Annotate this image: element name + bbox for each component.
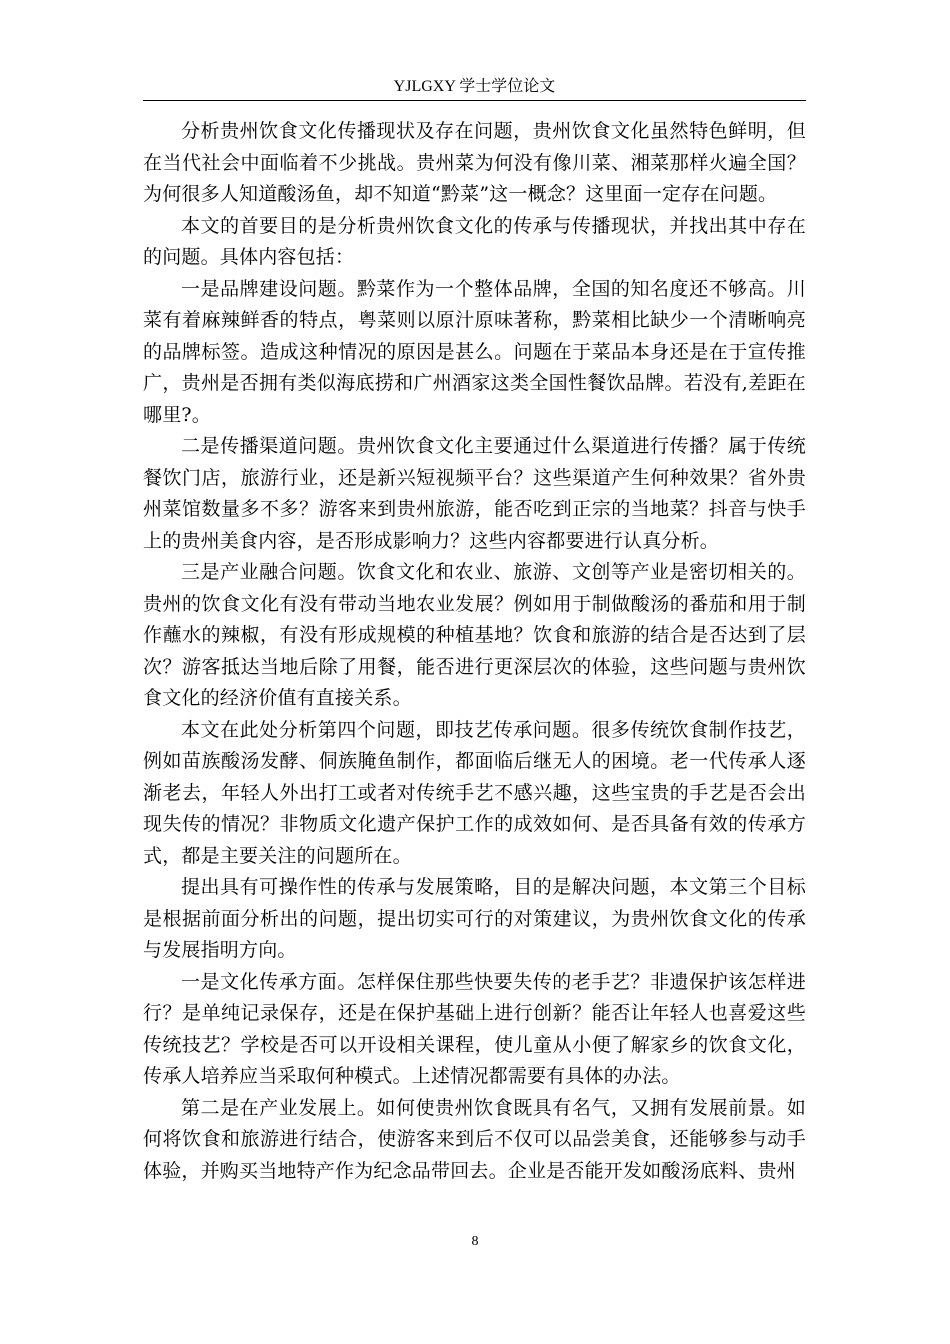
paragraph: 一是品牌建设问题。黔菜作为一个整体品牌，全国的知名度还不够高。川菜有着麻辣鲜香的特点，粤菜则以原汁原味著称，黔菜相比缺少一个清晰响亮的品牌标签。造成这种情况的原因是甚么。问题在于菜品本身还是在于宣传推广，贵州是否拥有类似海底捞和广州酒家这类全国性餐饮品牌。若没有,差距在哪里?。 — [143, 277, 806, 426]
running-header: YJLGXY 学士学位论文 — [393, 78, 556, 95]
paragraph: 第二是在产业发展上。如何使贵州饮食既具有名气，又拥有发展前景。如何将饮食和旅游进行结合，使游客来到后不仅可以品尝美食，还能够参与动手体验，并购买当地特产作为纪念品带回去。企业是否能开发如酸汤底料、贵州 — [143, 1096, 806, 1182]
paragraph: 二是传播渠道问题。贵州饮食文化主要通过什么渠道进行传播？属于传统餐饮门店，旅游行业，还是新兴短视频平台？这些渠道产生何种效果？省外贵州菜馆数量多不多？游客来到贵州旅游，能否吃到正宗的当地菜？抖音与快手上的贵州美食内容，是否形成影响力？这些内容都要进行认真分析。 — [143, 435, 806, 552]
paragraph: 本文的首要目的是分析贵州饮食文化的传承与传播现状，并找出其中存在的问题。具体内容包括： — [143, 214, 806, 268]
paragraph: 分析贵州饮食文化传播现状及存在问题，贵州饮食文化虽然特色鲜明，但在当代社会中面临着不少挑战。贵州菜为何没有像川菜、湘菜那样火遍全国？为何很多人知道酸汤鱼，却不知道“黔菜”这一概念？这里面一定存在问题。 — [143, 120, 806, 205]
paragraph: 提出具有可操作性的传承与发展策略，目的是解决问题，本文第三个目标是根据前面分析出的问题，提出切实可行的对策建议，为贵州饮食文化的传承与发展指明方向。 — [143, 876, 806, 961]
paragraph: 本文在此处分析第四个问题，即技艺传承问题。很多传统饮食制作技艺，例如苗族酸汤发酵、侗族腌鱼制作，都面临后继无人的困境。老一代传承人逐渐老去，年轻人外出打工或者对传统手艺不感兴趣，这些宝贵的手艺是否会出现失传的情况？非物质文化遗产保护工作的成效如何、是否具备有效的传承方式，都是主要关注的问题所在。 — [143, 718, 806, 867]
paragraph: 一是文化传承方面。怎样保住那些快要失传的老手艺？非遗保护该怎样进行？是单纯记录保存，还是在保护基础上进行创新？能否让年轻人也喜爱这些传统技艺？学校是否可以开设相关课程，使儿童从小便了解家乡的饮食文化，传承人培养应当采取何种模式。上述情况都需要有具体的办法。 — [143, 970, 806, 1087]
page-number: 8 — [471, 1234, 479, 1249]
header-divider — [143, 100, 806, 101]
paragraph: 三是产业融合问题。饮食文化和农业、旅游、文创等产业是密切相关的。贵州的饮食文化有没有带动当地农业发展？例如用于制做酸汤的番茄和用于制作蘸水的辣椒，有没有形成规模的种植基地？饮食和旅游的结合是否达到了层次？游客抵达当地后除了用餐，能否进行更深层次的体验，这些问题与贵州饮食文化的经济价值有直接关系。 — [143, 561, 806, 709]
body-text — [143, 116, 806, 1187]
